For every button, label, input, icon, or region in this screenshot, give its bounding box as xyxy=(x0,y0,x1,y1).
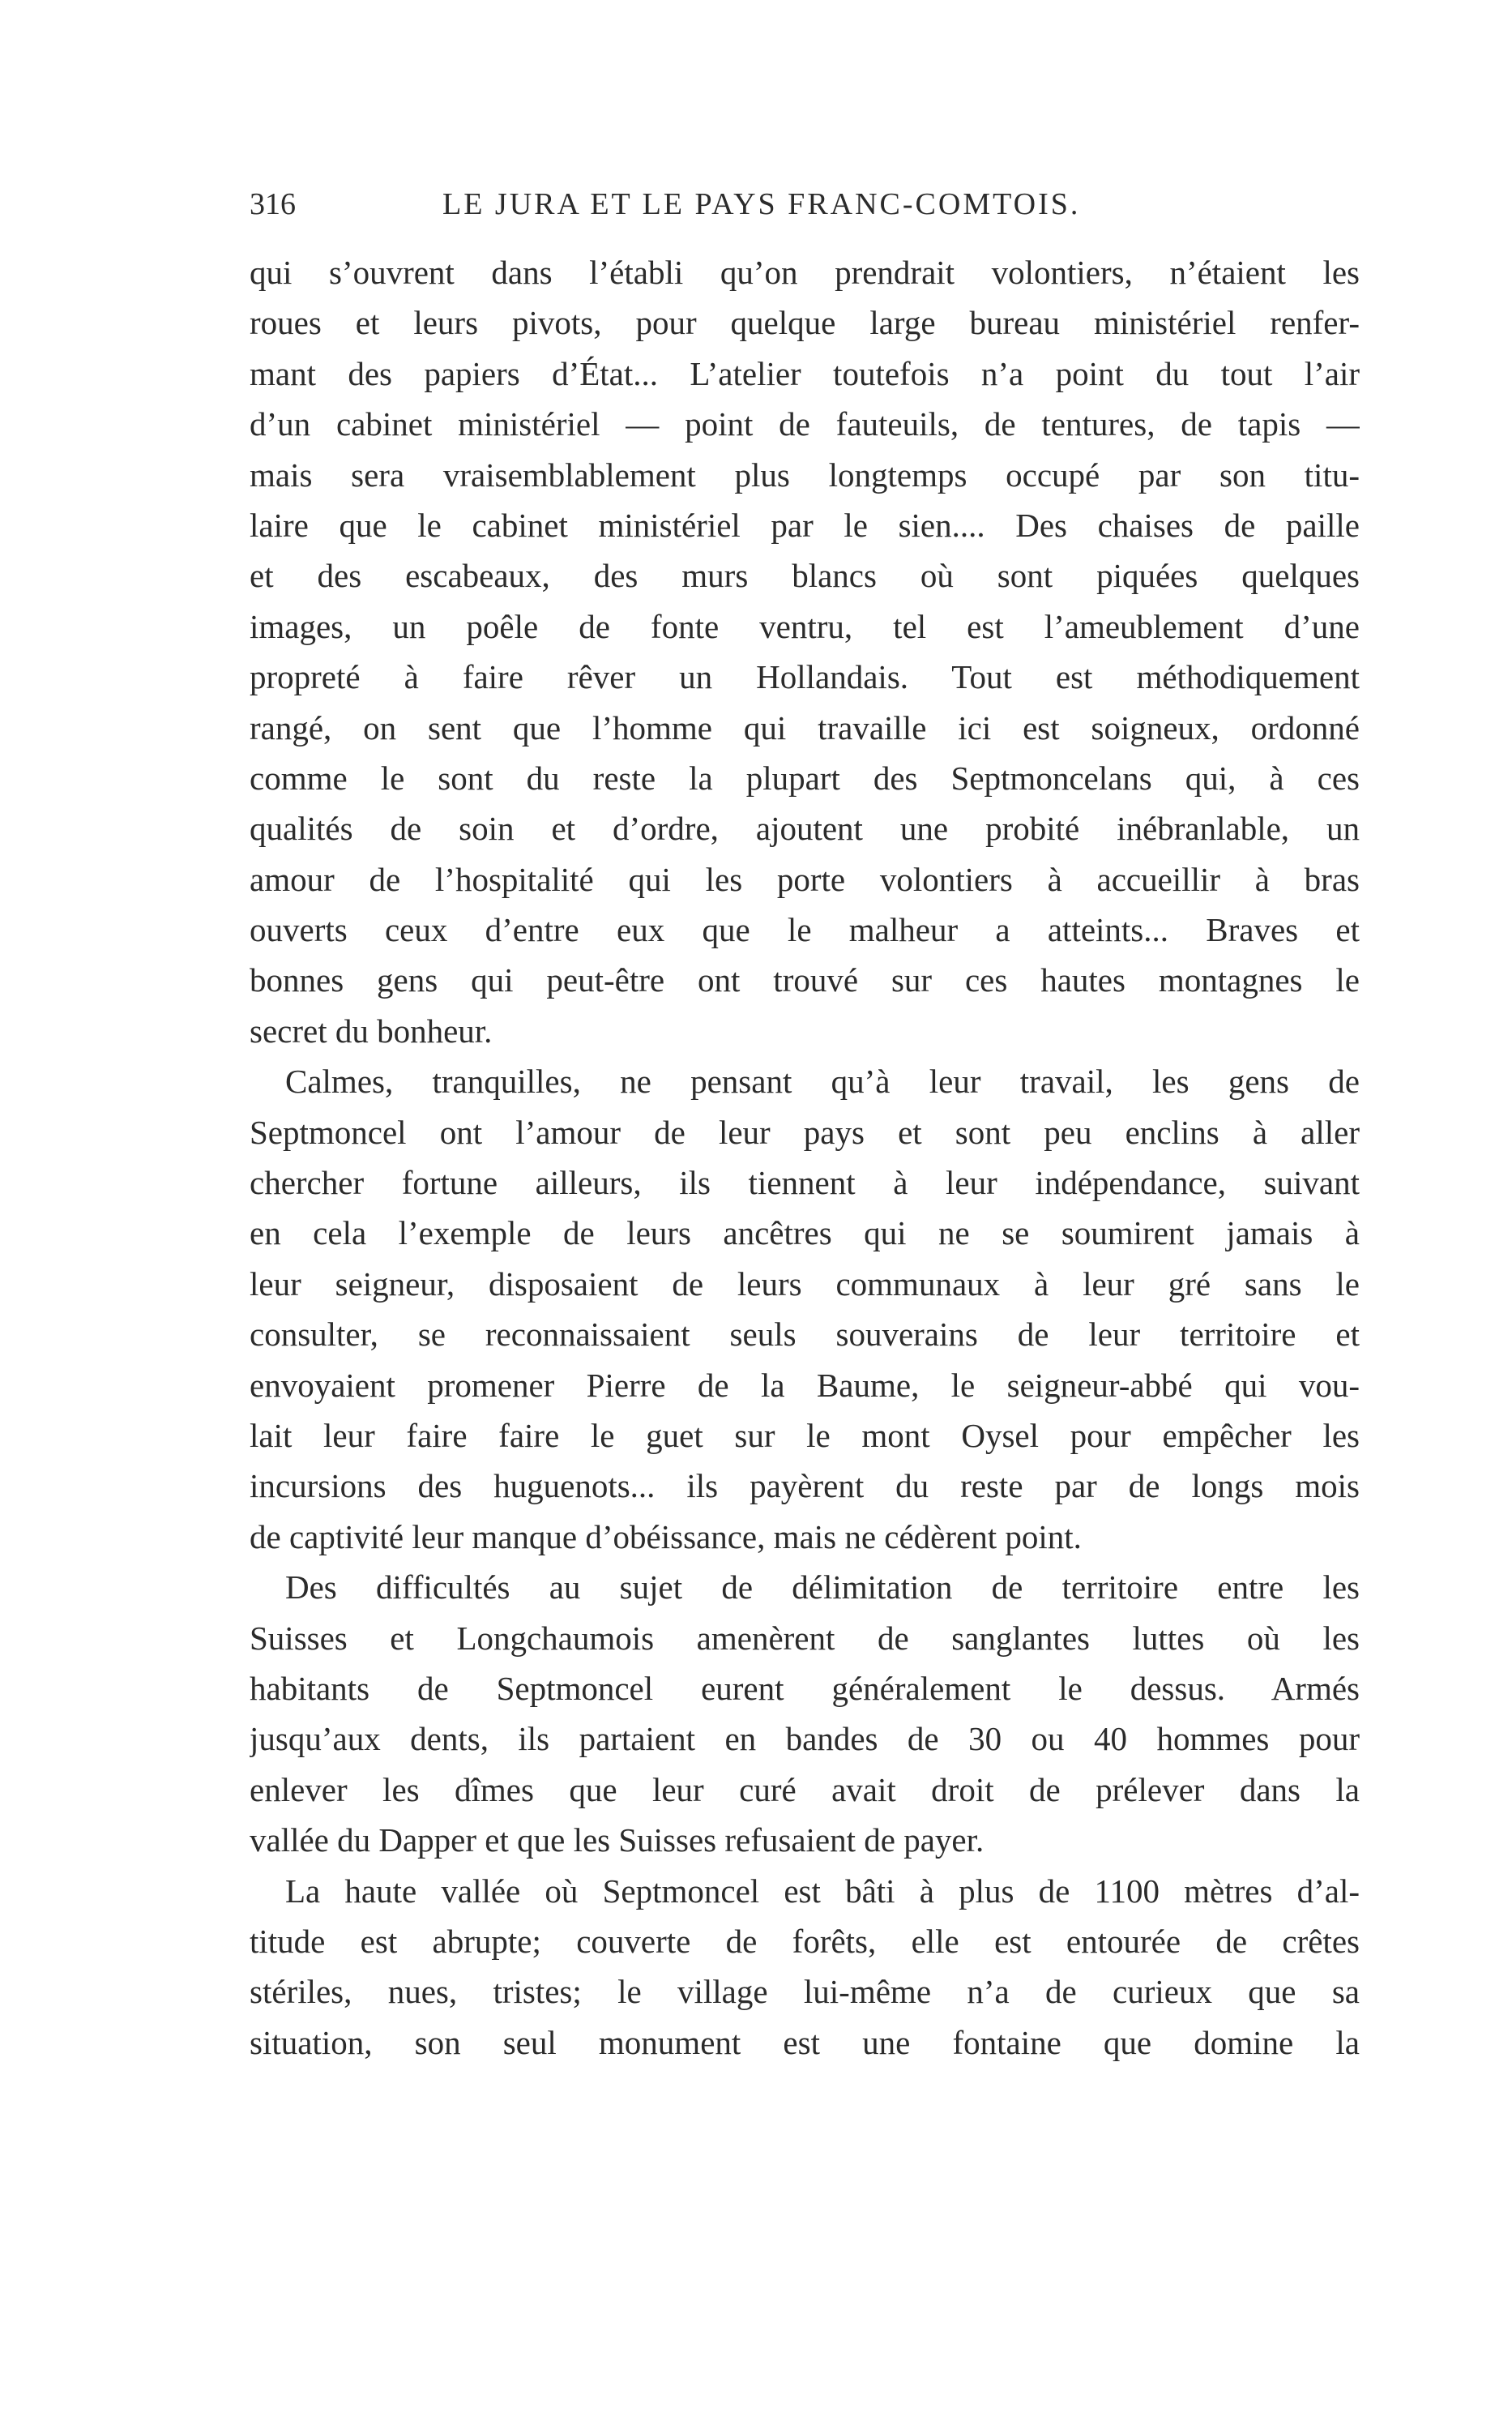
text-line: mais sera vraisemblablement plus longtemps occupé par son titu- xyxy=(250,456,1360,494)
text-line: rangé, on sent que l’homme qui travaille ici est soigneux, ordonné xyxy=(250,708,1360,747)
running-title: LE JURA ET LE PAYS FRANC-COMTOIS. xyxy=(442,187,1081,221)
text-line: situation, son seul monument est une fontaine que domine la xyxy=(250,2023,1360,2061)
text-line: roues et leurs pivots, pour quelque large bureau ministériel renfer- xyxy=(250,304,1360,342)
text-line: mant des papiers d’État... L’atelier toutefois n’a point du tout l’air xyxy=(250,354,1360,392)
text-line: bonnes gens qui peut-être ont trouvé sur ces hautes montagnes le xyxy=(250,961,1360,999)
text-line: Septmoncel ont l’amour de leur pays et sont peu enclins à aller xyxy=(250,1113,1360,1151)
text-line: propreté à faire rêver un Hollandais. Tout est méthodiquement xyxy=(250,658,1360,696)
text-line: titude est abrupte; couverte de forêts, elle est entourée de crêtes xyxy=(250,1922,1360,1960)
body-text xyxy=(250,247,1360,2068)
text-line: ouverts ceux d’entre eux que le malheur a atteints... Braves et xyxy=(250,911,1360,949)
running-head xyxy=(250,180,1360,229)
text-line: stériles, nues, tristes; le village lui-même n’a de curieux que sa xyxy=(250,1973,1360,2011)
text-line: jusqu’aux dents, ils partaient en bandes de 30 ou 40 hommes pour xyxy=(250,1720,1360,1758)
text-line: laire que le cabinet ministériel par le sien.... Des chaises de paille xyxy=(250,506,1360,544)
paragraph-start-line: Calmes, tranquilles, ne pensant qu’à leur travail, les gens de xyxy=(285,1063,1360,1101)
paragraph-start-line: Des difficultés au sujet de délimitation de territoire entre les xyxy=(285,1568,1360,1606)
text-line: amour de l’hospitalité qui les porte volontiers à accueillir à bras xyxy=(250,860,1360,898)
paragraph-end-line: secret du bonheur. xyxy=(250,1012,493,1050)
text-line: incursions des huguenots... ils payèrent du reste par de longs mois xyxy=(250,1467,1360,1505)
text-line: images, un poêle de fonte ventru, tel est l’ameublement d’une xyxy=(250,607,1360,645)
paragraph-end-line: de captivité leur manque d’obéissance, mais ne cédèrent point. xyxy=(250,1517,1082,1555)
text-line: Suisses et Longchaumois amenèrent de sanglantes luttes où les xyxy=(250,1619,1360,1657)
paragraph-end-line: vallée du Dapper et que les Suisses refusaient de payer. xyxy=(250,1821,985,1859)
text-line: habitants de Septmoncel eurent généralement le dessus. Armés xyxy=(250,1669,1360,1707)
page-number: 316 xyxy=(250,187,296,221)
text-line: qualités de soin et d’ordre, ajoutent une probité inébranlable, un xyxy=(250,810,1360,848)
text-line: et des escabeaux, des murs blancs où sont piquées quelques xyxy=(250,557,1360,595)
text-line: d’un cabinet ministériel — point de fauteuils, de tentures, de tapis — xyxy=(250,405,1360,443)
text-line: consulter, se reconnaissaient seuls souverains de leur territoire et xyxy=(250,1316,1360,1354)
text-line: comme le sont du reste la plupart des Septmoncelans qui, à ces xyxy=(250,759,1360,797)
text-line: chercher fortune ailleurs, ils tiennent à leur indépendance, suivant xyxy=(250,1164,1360,1202)
text-line: lait leur faire faire le guet sur le mont Oysel pour empêcher les xyxy=(250,1416,1360,1454)
paragraph-start-line: La haute vallée où Septmoncel est bâti à plus de 1100 mètres d’al- xyxy=(285,1872,1360,1910)
text-line: leur seigneur, disposaient de leurs communaux à leur gré sans le xyxy=(250,1264,1360,1303)
text-line: envoyaient promener Pierre de la Baume, le seigneur-abbé qui vou- xyxy=(250,1366,1360,1404)
text-line: en cela l’exemple de leurs ancêtres qui ne se soumirent jamais à xyxy=(250,1214,1360,1252)
text-line: qui s’ouvrent dans l’établi qu’on prendrait volontiers, n’étaient les xyxy=(250,254,1360,291)
text-line: enlever les dîmes que leur curé avait droit de prélever dans la xyxy=(250,1770,1360,1808)
